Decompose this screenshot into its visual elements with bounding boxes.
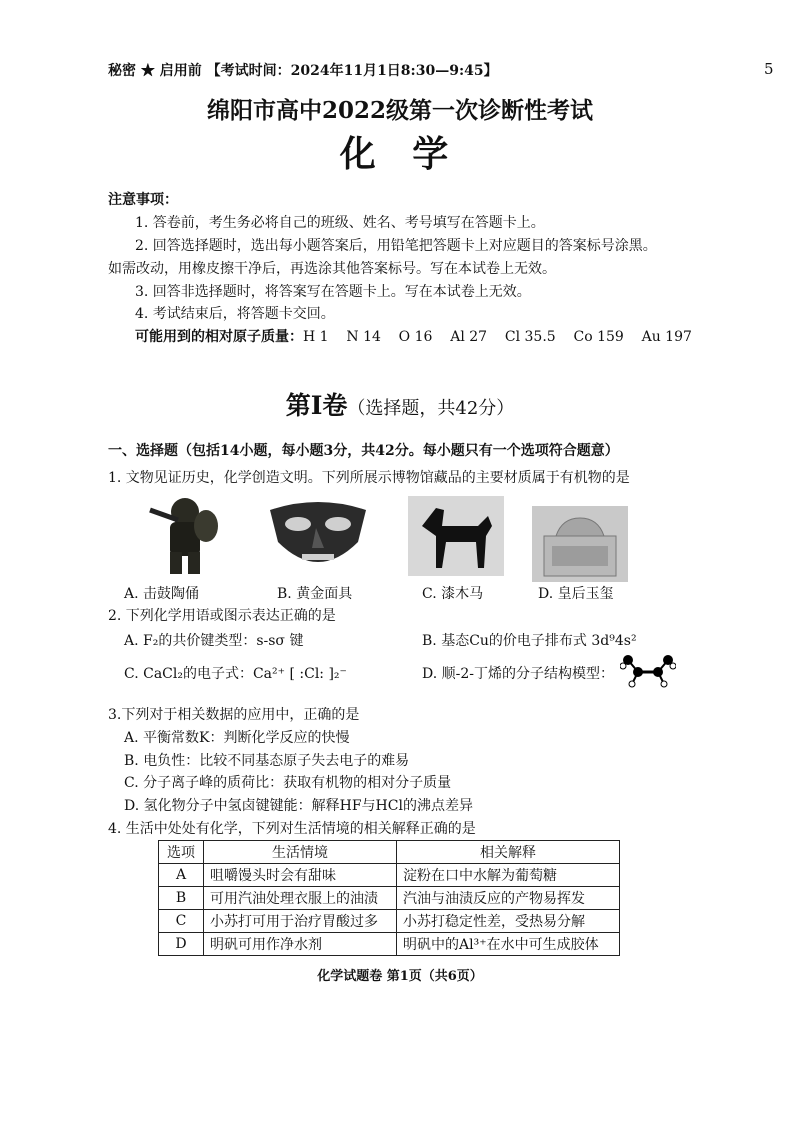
table-cell: 小苏打可用于治疗胃酸过多 [204, 910, 397, 933]
table-cell: B [159, 887, 204, 910]
part1-title-line [0, 386, 800, 422]
part1-subtitle: （选择题，共42分） [347, 398, 515, 419]
table-header-row [159, 841, 620, 864]
table-cell: 可用汽油处理衣服上的油渍 [204, 887, 397, 910]
table-cell: 明矾可用作净水剂 [204, 933, 397, 956]
q2-stem: 2. 下列化学用语或图示表达正确的是 [108, 608, 336, 624]
q1-option-c: C. 漆木马 [422, 586, 484, 602]
atomic-mass-values: H 1 N 14 O 16 Al 27 Cl 35.5 Co 159 Au 197 [303, 329, 692, 345]
q2-option-d: D. 顺-2-丁烯的分子结构模型： [422, 666, 614, 682]
notice-item-2: 2. 回答选择题时，选出每小题答案后，用铅笔把答题卡上对应题目的答案标号涂黑。 [135, 238, 657, 254]
page-mark: 5 [764, 60, 774, 78]
table-header-cell: 选项 [159, 841, 204, 864]
q4-table [158, 840, 620, 956]
secret-exam-time: 秘密 ★ 启用前 【考试时间：2024年11月1日8:30—9:45】 [108, 63, 498, 79]
notice-item-3: 3. 回答非选择题时，将答案写在答题卡上。写在本试卷上无效。 [135, 284, 531, 300]
section1-heading: 一、选择题（包括14小题，每小题3分，共42分。每小题只有一个选项符合题意） [108, 443, 619, 459]
q1-option-b: B. 黄金面具 [277, 586, 353, 602]
table-row [159, 910, 620, 933]
q1-option-a: A. 击鼓陶俑 [124, 586, 200, 602]
notice-heading: 注意事项： [108, 192, 178, 208]
table-cell: 咀嚼馒头时会有甜味 [204, 864, 397, 887]
notice-item-2-cont: 如需改动，用橡皮擦干净后，再选涂其他答案标号。写在本试卷上无效。 [108, 261, 556, 277]
table-row [159, 864, 620, 887]
q2-option-a: A. F₂的共价键类型：s-sσ 键 [124, 633, 304, 649]
page-footer: 化学试题卷 第1页（共6页） [317, 969, 483, 984]
q3-option-d: D. 氢化物分子中氢卤键键能：解释HF与HCl的沸点差异 [124, 798, 473, 814]
notice-item-4: 4. 考试结束后，将答题卡交回。 [135, 306, 335, 322]
table-cell: C [159, 910, 204, 933]
lacquer-horse-image [408, 496, 504, 576]
table-row [159, 933, 620, 956]
empress-seal-image [532, 506, 628, 582]
q3-stem: 3.下列对于相关数据的应用中，正确的是 [108, 707, 360, 723]
table-header-cell: 相关解释 [397, 841, 620, 864]
q1-option-d: D. 皇后玉玺 [538, 586, 614, 602]
part1-title: 第Ⅰ卷 [285, 391, 348, 420]
q2-option-b: B. 基态Cu的价电子排布式 3d⁹4s² [422, 633, 637, 649]
q3-option-a: A. 平衡常数K：判断化学反应的快慢 [124, 730, 350, 746]
table-cell: 明矾中的Al³⁺在水中可生成胶体 [397, 933, 620, 956]
table-cell: 小苏打稳定性差，受热易分解 [397, 910, 620, 933]
q4-stem: 4. 生活中处处有化学，下列对生活情境的相关解释正确的是 [108, 821, 476, 837]
q3-option-c: C. 分子离子峰的质荷比：获取有机物的相对分子质量 [124, 775, 452, 791]
table-cell: D [159, 933, 204, 956]
table-cell: A [159, 864, 204, 887]
exam-title: 绵阳市高中2022级第一次诊断性考试 [206, 97, 593, 124]
q3-option-b: B. 电负性：比较不同基态原子失去电子的难易 [124, 753, 410, 769]
atomic-mass-label: 可能用到的相对原子质量： [135, 329, 303, 345]
subject-title: 化 学 [339, 133, 461, 175]
table-cell: 淀粉在口中水解为葡萄糖 [397, 864, 620, 887]
atomic-masses [135, 326, 692, 346]
notice-item-1: 1. 答卷前，考生务必将自己的班级、姓名、考号填写在答题卡上。 [135, 215, 545, 231]
drummer-figurine-image [140, 490, 220, 578]
table-cell: 汽油与油渍反应的产物易挥发 [397, 887, 620, 910]
q2-option-c: C. CaCl₂的电子式：Ca²⁺ [ :Cl: ]₂⁻ [124, 666, 347, 682]
table-row [159, 887, 620, 910]
gold-mask-image [262, 498, 374, 574]
cis-2-butene-model-image [620, 652, 676, 690]
q1-stem: 1. 文物见证历史，化学创造文明。下列所展示博物馆藏品的主要材质属于有机物的是 [108, 470, 630, 486]
table-header-cell: 生活情境 [204, 841, 397, 864]
